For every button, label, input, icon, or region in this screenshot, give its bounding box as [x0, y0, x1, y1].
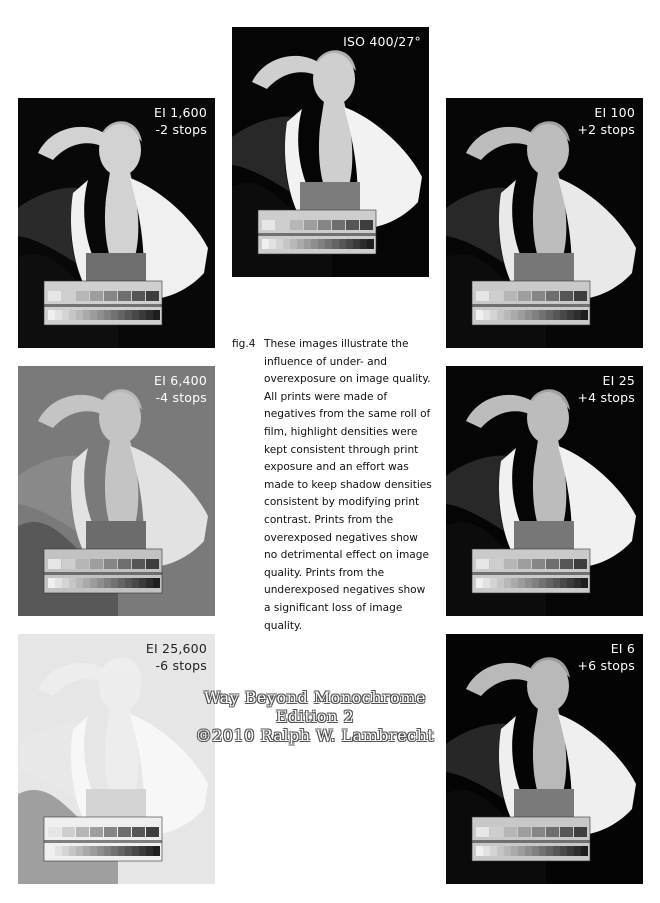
photo-ei100 — [446, 98, 643, 348]
photo-label: EI 25,600 -6 stops — [145, 641, 207, 673]
photo-ei6 — [446, 634, 643, 884]
photo-iso — [232, 27, 429, 277]
figure-caption — [232, 336, 432, 635]
photo-label: ISO 400/27° — [343, 34, 421, 49]
photo-ei25600 — [18, 634, 215, 884]
watermark-copyright: ©2010 Ralph W. Lambrecht — [195, 726, 435, 745]
photo-ei6400 — [18, 366, 215, 616]
photo-label: EI 6,400 -4 stops — [154, 373, 207, 405]
photo-ei25 — [446, 366, 643, 616]
watermark-edition: Edition 2 — [275, 707, 355, 726]
watermark — [190, 688, 440, 745]
watermark-title: Way Beyond Monochrome — [204, 688, 426, 707]
figure-number: fig.4 — [232, 338, 256, 350]
photo-iso-image — [232, 27, 429, 277]
photo-label: EI 6 +6 stops — [577, 641, 635, 673]
photo-ei1600 — [18, 98, 215, 348]
photo-label: EI 100 +2 stops — [577, 105, 635, 137]
caption-text: These images illustrate the influence of under- and overexposure on image quality. All prints were made of negatives from the same roll of film, highlight densities were kept consistent through print exposure and an effort was made to keep shadow densities consistent by modifying print contrast. Prints from the overexposed negatives show no detrimental effect on image quality. Prints from the underexposed negatives show a significant loss of image quality. — [264, 338, 432, 632]
photo-label: EI 1,600 -2 stops — [154, 105, 207, 137]
photo-label: EI 25 +4 stops — [577, 373, 635, 405]
